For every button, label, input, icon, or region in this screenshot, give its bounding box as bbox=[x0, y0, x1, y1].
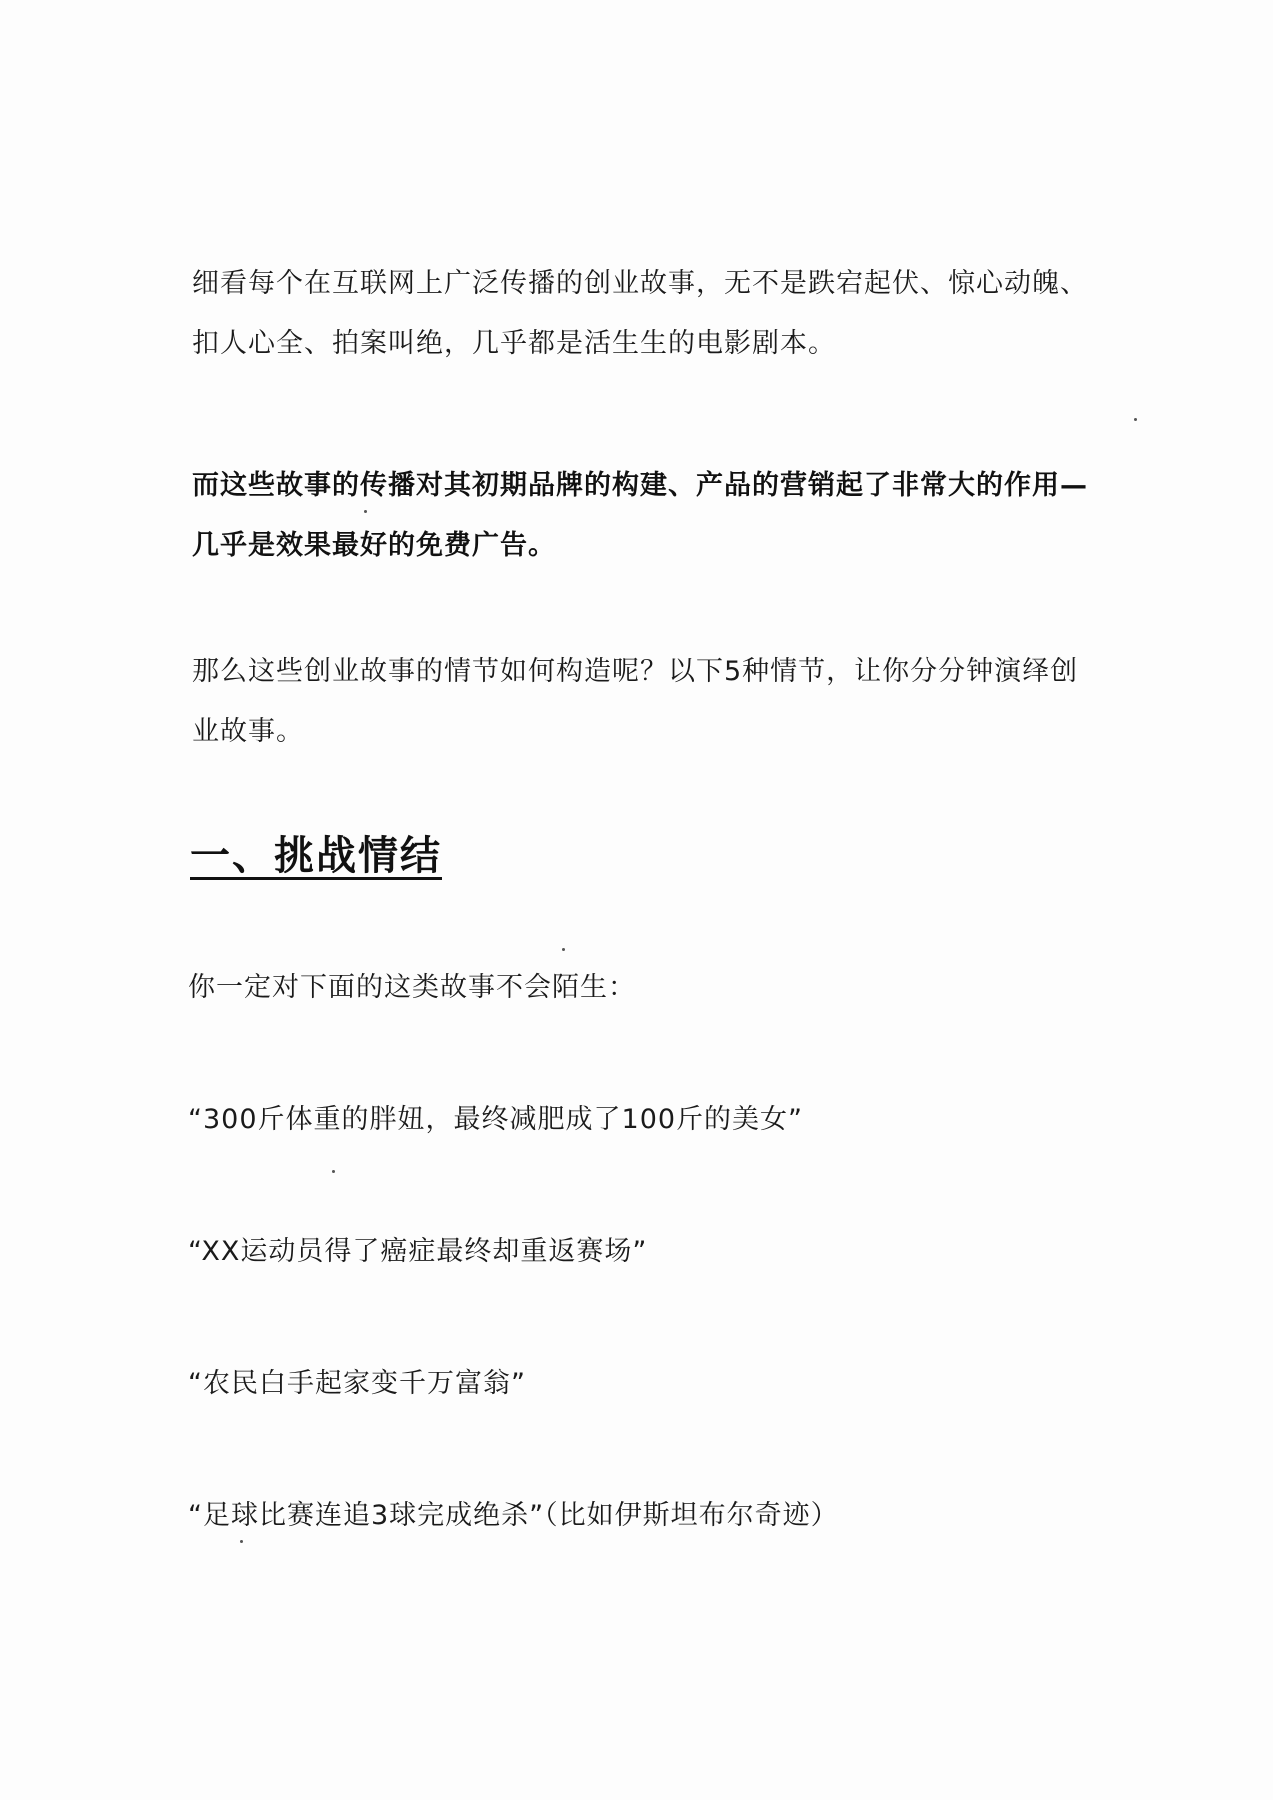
section-intro: 你一定对下面的这类故事不会陌生： bbox=[188, 972, 636, 1003]
scan-speck bbox=[1134, 418, 1137, 421]
example-quote: “足球比赛连追3球完成绝杀”（比如伊斯坦布尔奇迹） bbox=[188, 1500, 839, 1531]
bold-paragraph: 而这些故事的传播对其初期品牌的构建、产品的营销起了非常大的作用—几乎是效果最好的免费广告。 bbox=[192, 470, 1088, 561]
scan-speck bbox=[562, 948, 565, 951]
scan-speck bbox=[332, 1170, 335, 1173]
question-paragraph: 那么这些创业故事的情节如何构造呢？以下5种情节，让你分分钟演绎创业故事。 bbox=[192, 656, 1079, 747]
example-quote: “300斤体重的胖妞，最终减肥成了100斤的美女” bbox=[188, 1104, 804, 1135]
scan-speck bbox=[364, 510, 367, 513]
example-quote: “XX运动员得了癌症最终却重返赛场” bbox=[188, 1236, 648, 1267]
scan-speck bbox=[240, 1540, 243, 1543]
example-quote: “农民白手起家变千万富翁” bbox=[188, 1368, 526, 1399]
intro-paragraph: 细看每个在互联网上广泛传播的创业故事，无不是跌宕起伏、惊心动魄、扣人心全、拍案叫绝，几乎都是活生生的电影剧本。 bbox=[192, 268, 1088, 359]
section-heading: 一、挑战情结 bbox=[190, 833, 442, 879]
